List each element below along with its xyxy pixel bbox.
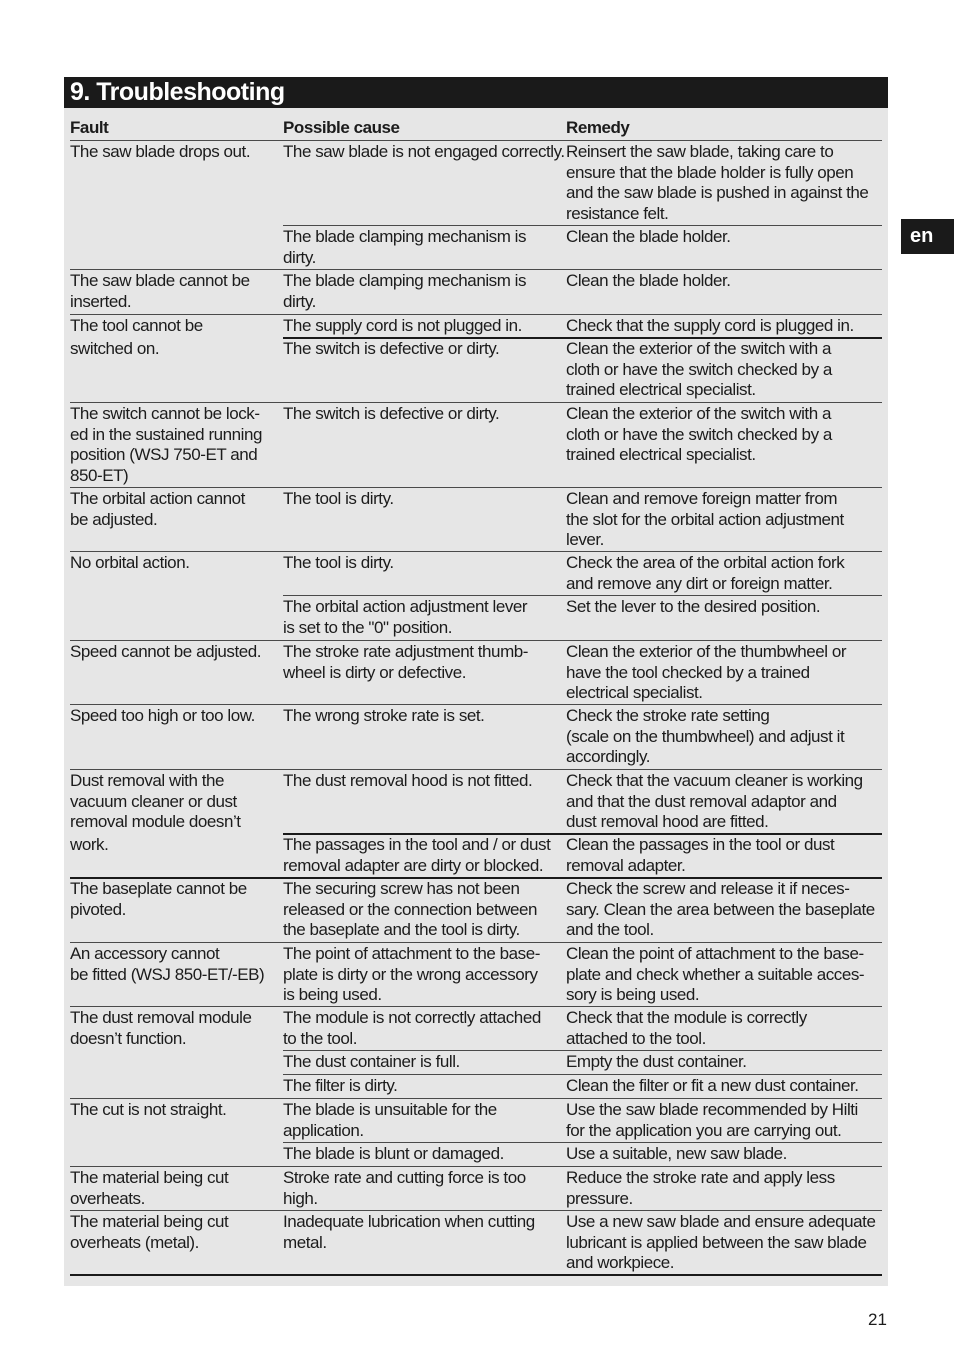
fault-cell: Speed too high or too low.: [70, 706, 255, 725]
row-divider: [70, 269, 882, 270]
row-divider: [70, 140, 882, 141]
fault-cell: The orbital action cannot be adjusted.: [70, 489, 245, 529]
cause-cell: The supply cord is not plugged in.: [283, 316, 522, 335]
remedy-cell: Clean the exterior of the switch with a cloth or have the switch checked by a trained electrical specialist.: [566, 404, 832, 465]
troubleshooting-table: [64, 108, 888, 1286]
remedy-cell: Reinsert the saw blade, taking care to ensure that the blade holder is fully open and the saw blade is pushed in against the resistance felt.: [566, 142, 869, 223]
row-divider: [283, 225, 882, 226]
row-divider: [70, 640, 882, 641]
cause-cell: The securing screw has not been released or the connection between the baseplate and the tool is dirty.: [283, 879, 538, 940]
remedy-cell: Empty the dust container.: [566, 1052, 747, 1071]
cause-cell: The orbital action adjustment lever is set to the "0" position.: [283, 597, 528, 637]
remedy-cell: Clean and remove foreign matter from the slot for the orbital action adjustment lever.: [566, 489, 844, 550]
fault-cell: No orbital action.: [70, 553, 190, 572]
cause-cell: The dust container is full.: [283, 1052, 460, 1071]
cause-cell: The blade clamping mechanism is dirty.: [283, 227, 527, 267]
cause-cell: The passages in the tool and / or dust removal adapter are dirty or blocked.: [283, 835, 551, 875]
cause-cell: The switch is defective or dirty.: [283, 339, 500, 358]
cause-cell: The blade is unsuitable for the application.: [283, 1100, 497, 1140]
remedy-cell: Reduce the stroke rate and apply less pressure.: [566, 1168, 835, 1208]
fault-cell: switched on.: [70, 339, 160, 358]
cause-cell: The saw blade is not engaged correctly.: [283, 142, 565, 161]
remedy-cell: Use a new saw blade and ensure adequate lubricant is applied between the saw blade and workpiece.: [566, 1212, 876, 1273]
fault-cell: An accessory cannot be fitted (WSJ 850-ET/-EB): [70, 944, 265, 984]
remedy-cell: Clean the exterior of the thumbwheel or have the tool checked by a trained electrical specialist.: [566, 642, 847, 703]
fault-cell: The cut is not straight.: [70, 1100, 227, 1119]
cause-cell: Stroke rate and cutting force is too high.: [283, 1168, 526, 1208]
cause-cell: The wrong stroke rate is set.: [283, 706, 485, 725]
remedy-cell: Clean the blade holder.: [566, 227, 731, 246]
remedy-cell: Check that the supply cord is plugged in.: [566, 316, 854, 335]
fault-cell: The material being cut overheats (metal).: [70, 1212, 229, 1252]
cause-cell: The module is not correctly attached to the tool.: [283, 1008, 541, 1048]
row-divider: [70, 1210, 882, 1211]
fault-cell: Dust removal with the vacuum cleaner or dust removal module doesn’t: [70, 771, 241, 832]
fault-cell: The material being cut overheats.: [70, 1168, 229, 1208]
row-divider: [283, 595, 882, 596]
row-divider: [283, 337, 882, 339]
fault-cell: The baseplate cannot be pivoted.: [70, 879, 247, 919]
row-divider: [283, 1050, 882, 1051]
remedy-cell: Check that the module is correctly attached to the tool.: [566, 1008, 807, 1048]
row-divider: [70, 877, 882, 879]
row-divider: [70, 551, 882, 552]
row-divider: [70, 942, 882, 943]
header-remedy: Remedy: [566, 118, 630, 137]
row-divider: [283, 833, 882, 835]
row-divider: [70, 487, 882, 488]
section-title: 9. Troubleshooting: [64, 77, 888, 108]
row-divider: [70, 314, 882, 315]
remedy-cell: Clean the blade holder.: [566, 271, 731, 290]
row-divider: [283, 1074, 882, 1075]
row-divider: [70, 704, 882, 705]
fault-cell: Speed cannot be adjusted.: [70, 642, 262, 661]
row-divider: [283, 1142, 882, 1143]
remedy-cell: Set the lever to the desired position.: [566, 597, 821, 616]
fault-cell: work.: [70, 835, 109, 854]
cause-cell: The tool is dirty.: [283, 553, 394, 572]
fault-cell: The saw blade drops out.: [70, 142, 251, 161]
cause-cell: The switch is defective or dirty.: [283, 404, 500, 423]
remedy-cell: Clean the point of attachment to the base- plate and check whether a suitable acces- sory is being used.: [566, 944, 865, 1005]
row-divider: [70, 1166, 882, 1167]
header-fault: Fault: [70, 118, 109, 137]
language-tab: en: [901, 219, 954, 254]
cause-cell: The blade clamping mechanism is dirty.: [283, 271, 527, 311]
remedy-cell: Check the area of the orbital action fork and remove any dirt or foreign matter.: [566, 553, 845, 593]
remedy-cell: Check the screw and release it if neces- sary. Clean the area between the baseplate and the tool.: [566, 879, 875, 940]
cause-cell: The stroke rate adjustment thumb- wheel is dirty or defective.: [283, 642, 528, 682]
page-number: 21: [868, 1310, 887, 1329]
header-cause: Possible cause: [283, 118, 400, 137]
cause-cell: The dust removal hood is not fitted.: [283, 771, 533, 790]
row-divider: [70, 402, 882, 403]
cause-cell: Inadequate lubrication when cutting metal.: [283, 1212, 535, 1252]
cause-cell: The blade is blunt or damaged.: [283, 1144, 504, 1163]
remedy-cell: Clean the filter or fit a new dust container.: [566, 1076, 859, 1095]
remedy-cell: Check that the vacuum cleaner is working and that the dust removal adaptor and dust removal hood are fitted.: [566, 771, 863, 832]
remedy-cell: Use the saw blade recommended by Hilti for the application you are carrying out.: [566, 1100, 858, 1140]
cause-cell: The point of attachment to the base- plate is dirty or the wrong accessory is being used.: [283, 944, 540, 1005]
fault-cell: The dust removal module doesn’t function.: [70, 1008, 252, 1048]
remedy-cell: Clean the exterior of the switch with a cloth or have the switch checked by a trained electrical specialist.: [566, 339, 832, 400]
fault-cell: The tool cannot be: [70, 316, 203, 335]
remedy-cell: Use a suitable, new saw blade.: [566, 1144, 787, 1163]
cause-cell: The filter is dirty.: [283, 1076, 398, 1095]
remedy-cell: Check the stroke rate setting (scale on the thumbwheel) and adjust it accordingly.: [566, 706, 845, 767]
row-divider: [70, 1098, 882, 1099]
row-divider: [70, 769, 882, 770]
cause-cell: The tool is dirty.: [283, 489, 394, 508]
row-divider: [70, 1006, 882, 1007]
fault-cell: The saw blade cannot be inserted.: [70, 271, 250, 311]
row-divider: [70, 1274, 882, 1276]
fault-cell: The switch cannot be lock- ed in the sustained running position (WSJ 750-ET and 850-ET): [70, 404, 262, 485]
remedy-cell: Clean the passages in the tool or dust removal adapter.: [566, 835, 835, 875]
